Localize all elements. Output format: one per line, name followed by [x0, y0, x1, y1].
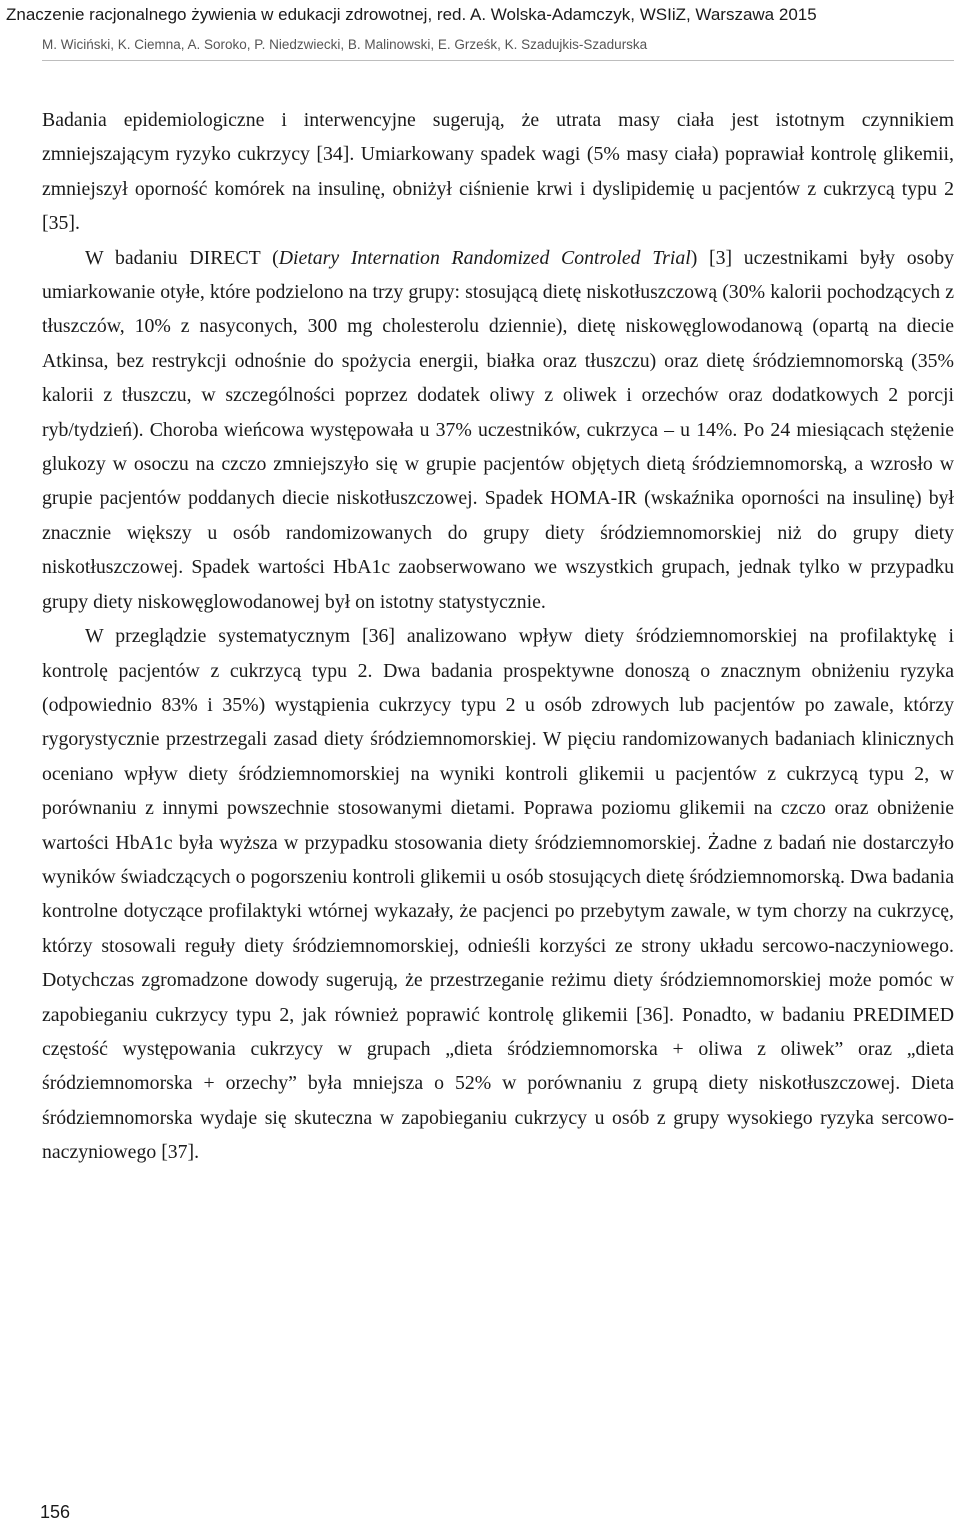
running-header-authors: M. Wiciński, K. Ciemna, A. Soroko, P. Niedzwiecki, B. Malinowski, E. Grześk, K. Szadujkis-Szadurska	[42, 37, 648, 52]
trial-name-italic: Dietary Internation Randomized Controled Trial	[278, 246, 691, 269]
page-number: 156	[40, 1502, 71, 1522]
paragraph-2	[42, 241, 954, 619]
paragraph-1: Badania epidemiologiczne i interwencyjne sugerują, że utrata masy ciała jest istotnym czynnikiem zmniejszającym ryzyko cukrzycy [34]. Umiarkowany spadek wagi (5% masy ciała) poprawiał kontrolę glikemii, zmniejszył oporność komórek na insulinę, obniżył ciśnienie krwi i dyslipidemię u pacjentów z cukrzycą typu 2 [35].	[42, 109, 954, 235]
paragraph-3: W przeglądzie systematycznym [36] analizowano wpływ diety śródziemnomorskiej na profilaktykę i kontrolę pacjentów z cukrzycą typu 2. Dwa badania prospektywne donoszą o znacznym obniżeniu ryzyka (odpowiednio 83% i 35%) wystąpienia cukrzycy typu 2 u osób zdrowych lub pacjentów po zawale, którzy rygorystycznie przestrzegali zasad diety śródziemnomorskiej. W pięciu randomizowanych badaniach klinicznych oceniano wpływ diety śródziemnomorskiej na wyniki kontroli glikemii u pacjentów z cukrzycą typu 2, w porównaniu z innymi powszechnie stosowanymi dietami. Poprawa poziomu glikemii na czczo oraz obniżenie wartości HbA1c była wyższa w przypadku stosowania diety śródziemnomorskiej. Żadne z badań nie dostarczyło wyników świadczących o pogorszeniu kontroli glikemii u osób stosujących dietę śródziemnomorską. Dwa badania kontrolne dotyczące profilaktyki wtórnej wykazały, że pacjenci po przebytym zawale, w tym chorzy na cukrzycę, którzy stosowali reguły diety śródziemnomorskiej, odnieśli korzyści ze strony układu sercowo-naczyniowego. Dotychczas zgromadzone dowody sugerują, że przestrzeganie reżimu diety śródziemnomorskiej może pomóc w zapobieganiu cukrzycy typu 2, jak również poprawić kontrolę glikemii [36]. Ponadto, w badaniu PREDIMED częstość występowania cukrzycy w grupach „dieta śródziemnomorska + oliwa z oliwek” oraz „dieta śródziemnomorska + orzechy” była mniejsza o 52% w porównaniu z grupą diety niskotłuszczowej. Dieta śródziemnomorska wydaje się skuteczna w zapobieganiu cukrzycy u osób z grupy wysokiego ryzyka sercowo-naczyniowego [37].	[42, 625, 954, 1164]
header-divider	[42, 60, 954, 61]
paragraph-2-rest: ) [3] uczestnikami były osoby umiarkowanie otyłe, które podzielono na trzy grupy: stosującą dietę niskotłuszczową (30% kalorii pochodzących z tłuszczów, 10% z nasyconych, 300 mg cholesterolu dziennie), dietę niskowęglowodanową (opartą na diecie Atkinsa, bez restrykcji odnośnie do spożycia energii, białka oraz tłuszczu) oraz dietę śródziemnomorską (35% kalorii z tłuszczu, w szczególności poprzez dodatek oliwy z oliwek i orzechów oraz dodatkowych 2 porcji ryb/tydzień). Choroba wieńcowa występowała u 37% uczestników, cukrzyca – u 14%. Po 24 miesiącach stężenie glukozy w osoczu na czczo zmniejszyło się w grupie pacjentów objętych dietą śródziemnomorską, a wzrosło w grupie pacjentów poddanych diecie niskotłuszczowej. Spadek HOMA-IR (wskaźnika oporności na insulinę) był znacznie większy u osób randomizowanych do grupy diety śródziemnomorskiej niż do grupy diety niskotłuszczowej. Spadek wartości HbA1c zaobserwowano we wszystkich grupach, jednak tylko w przypadku grupy diety niskowęglowodanowej był on istotny statystycznie.	[42, 246, 954, 613]
running-header-citation: Znaczenie racjonalnego żywienia w edukacji zdrowotnej, red. A. Wolska-Adamczyk, WSIiZ, Warszawa 2015	[6, 5, 817, 24]
article-body	[42, 103, 954, 1170]
paragraph-2-start: W badaniu DIRECT (	[85, 246, 279, 269]
